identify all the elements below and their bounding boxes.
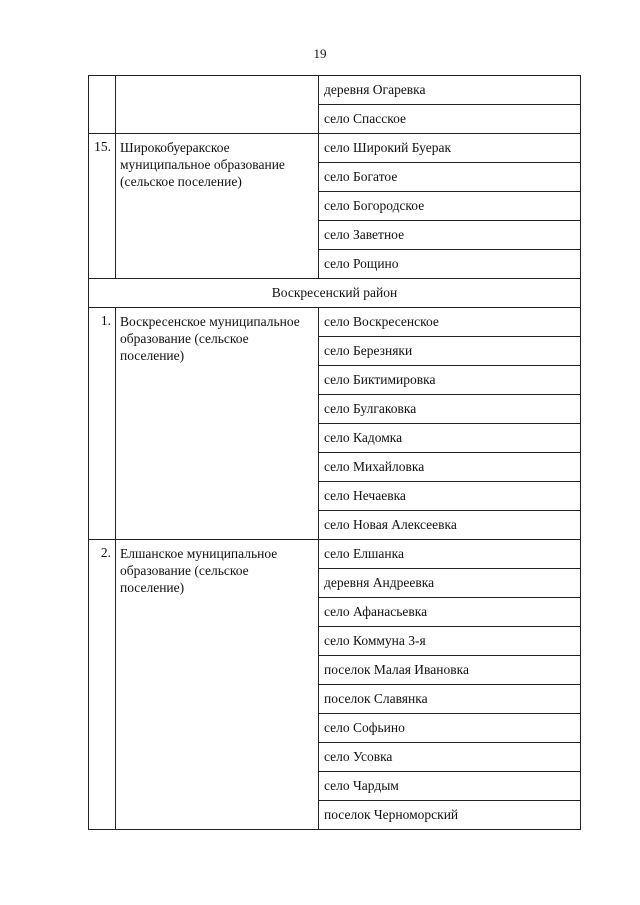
table-row <box>89 134 581 163</box>
municipality-name: Широкобуеракское муниципальное образование (сельское поселение) <box>116 134 319 279</box>
settlement-name: село Чардым <box>319 772 581 801</box>
municipality-name: Елшанское муниципальное образование (сельское поселение) <box>116 540 319 830</box>
settlement-name: село Новая Алексеевка <box>319 511 581 540</box>
row-number: 15. <box>89 134 116 279</box>
table-row <box>89 540 581 569</box>
table-row <box>89 308 581 337</box>
table-row <box>89 76 581 105</box>
row-number: 1. <box>89 308 116 540</box>
settlement-name: село Березняки <box>319 337 581 366</box>
settlement-name: село Софьино <box>319 714 581 743</box>
settlement-name: село Заветное <box>319 221 581 250</box>
settlement-name: деревня Андреевка <box>319 569 581 598</box>
settlement-name: село Богородское <box>319 192 581 221</box>
row-number: 2. <box>89 540 116 830</box>
settlement-name: село Елшанка <box>319 540 581 569</box>
settlement-name: село Биктимировка <box>319 366 581 395</box>
settlement-name: село Рощино <box>319 250 581 279</box>
settlement-name: село Михайловка <box>319 453 581 482</box>
settlement-name: село Широкий Буерак <box>319 134 581 163</box>
settlement-name: село Воскресенское <box>319 308 581 337</box>
settlement-name: поселок Славянка <box>319 685 581 714</box>
settlement-name: поселок Черноморский <box>319 801 581 830</box>
page-number: 19 <box>313 46 327 61</box>
settlements-table <box>88 75 581 830</box>
settlement-name: село Коммуна 3-я <box>319 627 581 656</box>
settlement-name: село Спасское <box>319 105 581 134</box>
row-number <box>89 76 116 134</box>
settlement-name: село Нечаевка <box>319 482 581 511</box>
municipality-name <box>116 76 319 134</box>
municipality-name: Воскресенское муниципальное образование (сельское поселение) <box>116 308 319 540</box>
settlement-name: село Богатое <box>319 163 581 192</box>
settlement-name: село Кадомка <box>319 424 581 453</box>
settlement-name: село Усовка <box>319 743 581 772</box>
settlement-name: село Афанасьевка <box>319 598 581 627</box>
district-row <box>89 279 581 308</box>
district-heading: Воскресенский район <box>89 279 581 308</box>
settlement-name: деревня Огаревка <box>319 76 581 105</box>
settlement-name: поселок Малая Ивановка <box>319 656 581 685</box>
settlement-name: село Булгаковка <box>319 395 581 424</box>
